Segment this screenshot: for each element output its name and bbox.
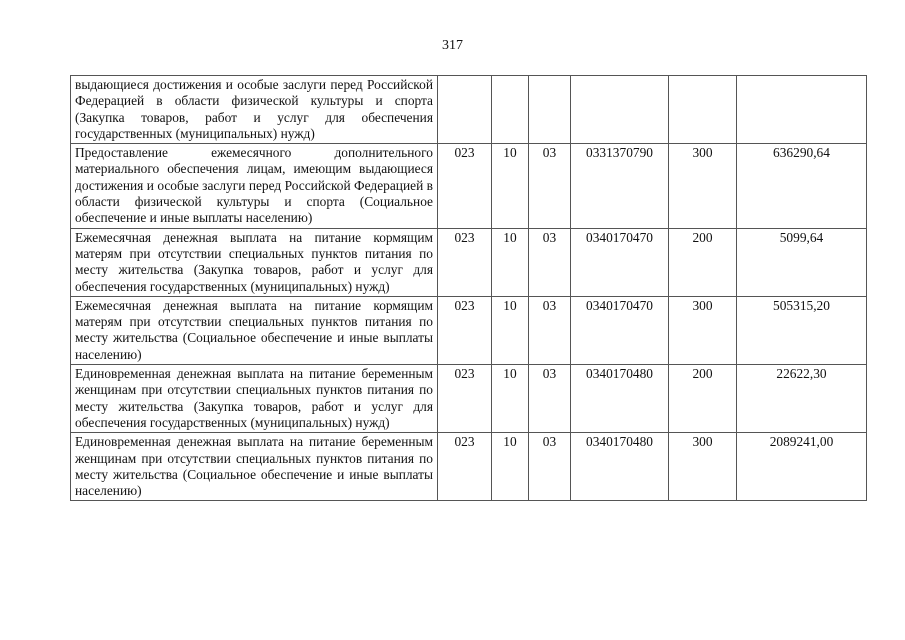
row-ved-code: 023 [438,365,492,433]
budget-table [70,75,867,501]
row-subsection-code [529,76,571,144]
row-section-code: 10 [492,228,529,296]
row-ved-code: 023 [438,228,492,296]
table-row [71,365,867,433]
row-amount: 5099,64 [737,228,867,296]
row-ved-code: 023 [438,433,492,501]
row-target-article: 0331370790 [571,144,669,228]
page-number: 317 [442,38,463,53]
budget-table-body [71,76,867,501]
row-expense-type: 300 [669,296,737,364]
row-description: Ежемесячная денежная выплата на питание кормящим матерям при отсутствии специальных пунктов питания по месту жительства (Закупка товаров, работ и услуг для обеспечения государственных (муниципальных) нужд) [71,228,438,296]
row-subsection-code: 03 [529,433,571,501]
row-description: Единовременная денежная выплата на питание беременным женщинам при отсутствии специальных пунктов питания по месту жительства (Закупка товаров, работ и услуг для обеспечения государственных (муниципальных) нужд) [71,365,438,433]
row-subsection-code: 03 [529,144,571,228]
row-target-article: 0340170470 [571,228,669,296]
row-expense-type: 300 [669,144,737,228]
table-row [71,76,867,144]
row-amount: 22622,30 [737,365,867,433]
row-target-article [571,76,669,144]
row-description: выдающиеся достижения и особые заслуги перед Российской Федерацией в области физической культуры и спорта (Закупка товаров, работ и услуг для обеспечения государственных (муниципальных) нужд) [71,76,438,144]
row-target-article: 0340170480 [571,433,669,501]
table-row [71,144,867,228]
row-amount: 636290,64 [737,144,867,228]
row-section-code: 10 [492,433,529,501]
row-expense-type: 200 [669,365,737,433]
table-row [71,228,867,296]
row-target-article: 0340170480 [571,365,669,433]
row-ved-code: 023 [438,296,492,364]
row-section-code: 10 [492,144,529,228]
row-target-article: 0340170470 [571,296,669,364]
row-subsection-code: 03 [529,296,571,364]
row-expense-type [669,76,737,144]
row-amount: 505315,20 [737,296,867,364]
row-amount [737,76,867,144]
row-ved-code [438,76,492,144]
row-section-code: 10 [492,365,529,433]
row-description: Предоставление ежемесячного дополнительного материального обеспечения лицам, имеющим выдающиеся достижения и особые заслуги перед Российской Федерацией в области физической культуры и спорта (Социальное обеспечение и иные выплаты населению) [71,144,438,228]
row-description: Единовременная денежная выплата на питание беременным женщинам при отсутствии специальных пунктов питания по месту жительства (Социальное обеспечение и иные выплаты населению) [71,433,438,501]
table-row [71,296,867,364]
row-ved-code: 023 [438,144,492,228]
row-subsection-code: 03 [529,228,571,296]
row-amount: 2089241,00 [737,433,867,501]
row-section-code: 10 [492,296,529,364]
table-row [71,433,867,501]
row-section-code [492,76,529,144]
row-expense-type: 200 [669,228,737,296]
row-subsection-code: 03 [529,365,571,433]
row-expense-type: 300 [669,433,737,501]
row-description: Ежемесячная денежная выплата на питание кормящим матерям при отсутствии специальных пунктов питания по месту жительства (Социальное обеспечение и иные выплаты населению) [71,296,438,364]
